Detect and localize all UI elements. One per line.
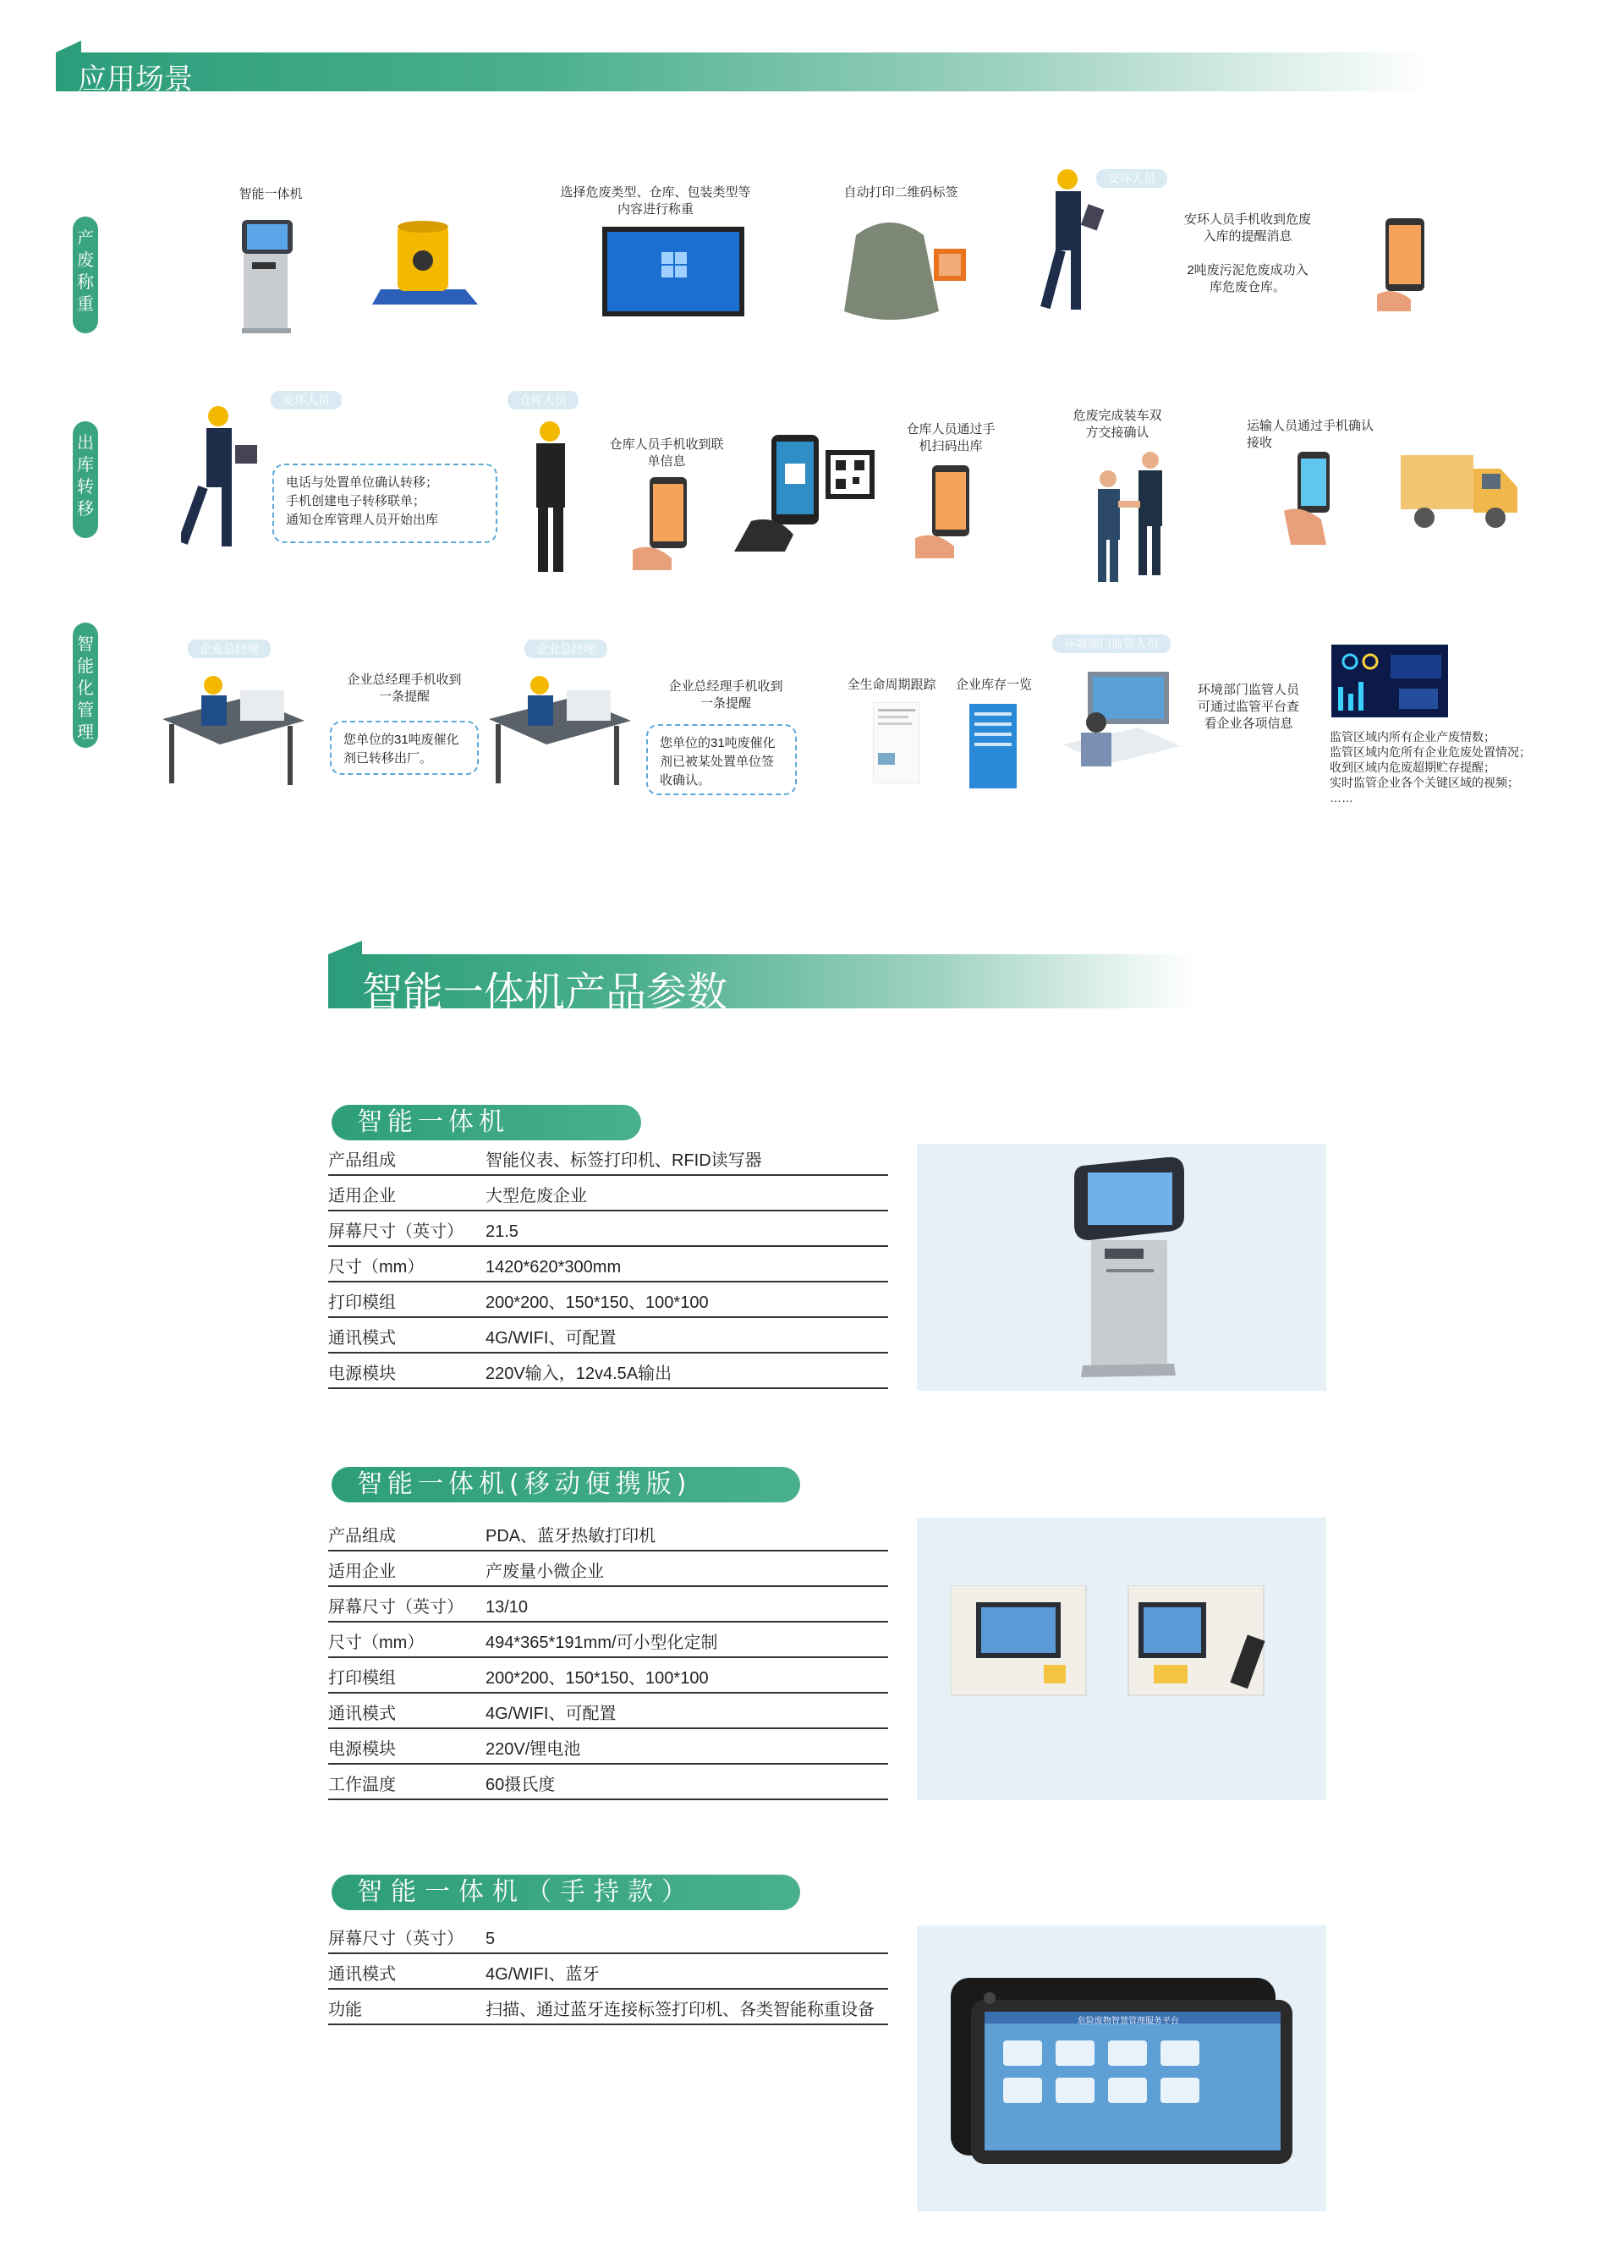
spec-value: 产废量小微企业 — [486, 1562, 604, 1581]
spec-row — [328, 1516, 888, 1551]
role-tag-gm-2: 企业总经理 — [524, 640, 607, 658]
side-label-weighing: 产 废 称 重 — [73, 217, 98, 333]
ehs-message-2: 2吨废污泥危废成功入库危废仓库。 — [1187, 263, 1309, 294]
header-tab-shape — [56, 41, 81, 52]
role-tag-ehs-2: 安环人员 — [271, 391, 342, 409]
spec-value: 220V/锂电池 — [486, 1740, 581, 1759]
spec-value: 4G/WIFI、可配置 — [486, 1705, 617, 1723]
truck-label: 运输人员通过手机确认接收 — [1247, 419, 1374, 450]
gm-desk-illustration-2 — [489, 673, 631, 792]
product-section-header — [328, 954, 1194, 1016]
spec-value: 4G/WIFI、可配置 — [486, 1329, 617, 1348]
spec-key: 适用企业 — [328, 1187, 396, 1205]
transfer-task-line-3: 通知仓库管理人员开始出库 — [286, 513, 439, 527]
transfer-task-line-2: 手机创建电子转移联单； — [286, 494, 426, 508]
spec-row — [328, 1623, 888, 1658]
spec-value: 60摄氏度 — [486, 1776, 556, 1794]
transfer-task-box — [272, 464, 497, 543]
spec-row — [328, 1954, 888, 1990]
spec-value: 21.5 — [486, 1222, 518, 1241]
spec-key: 电源模块 — [328, 1365, 396, 1383]
warehouse-phone-label: 仓库人员手机收到联单信息 — [609, 437, 724, 469]
header-tab-shape-2 — [328, 941, 362, 954]
spec-value: 200*200、150*150、100*100 — [486, 1669, 709, 1688]
spec-key: 打印模组 — [328, 1669, 396, 1688]
spec-key: 打印模组 — [328, 1293, 396, 1312]
spec-row — [328, 1211, 888, 1247]
lifecycle-label: 全生命周期跟踪 — [847, 678, 936, 692]
spec-key: 电源模块 — [328, 1740, 396, 1759]
spec-row — [328, 1176, 888, 1211]
spec-value: 494*365*191mm/可小型化定制 — [486, 1634, 718, 1652]
spec-value: 大型危废企业 — [486, 1187, 587, 1205]
scale-barrel-illustration — [372, 217, 482, 310]
role-tag-env: 环境部门监管人员 — [1052, 634, 1171, 653]
kiosk-label: 智能一体机 — [239, 187, 303, 201]
inventory-label: 企业库存一览 — [955, 678, 1032, 692]
truck-illustration — [1401, 450, 1519, 531]
phone-illustration-2 — [633, 477, 700, 570]
spec-row — [328, 1354, 888, 1389]
spec-key: 工作温度 — [328, 1776, 396, 1794]
spec-row — [328, 1587, 888, 1623]
spec-value: 200*200、150*150、100*100 — [486, 1293, 709, 1312]
inventory-phone-illustration — [969, 704, 1017, 788]
product3-title: 智能一体机（手持款） — [332, 1875, 800, 1910]
gm-message-box-2: 您单位的31吨废催化剂已被某处置单位签收确认。 — [646, 724, 797, 795]
scan-out-label: 仓库人员通过手机扫码出库 — [906, 422, 996, 453]
kiosk-product-image — [1066, 1152, 1193, 1381]
section-title: 应用场景 — [78, 63, 193, 96]
spec-key: 适用企业 — [328, 1562, 396, 1581]
spec-row — [328, 1551, 888, 1587]
handheld-screen-title: 危险废物智慧管理服务平台 — [1078, 2017, 1179, 2026]
spec-key: 屏幕尺寸（英寸） — [328, 1930, 464, 1948]
spec-value: 1420*620*300mm — [486, 1258, 622, 1277]
product2-title: 智能一体机(移动便携版) — [332, 1467, 800, 1502]
warehouse-worker-illustration — [521, 420, 580, 577]
worker-illustration-2 — [181, 403, 266, 563]
spec-row — [328, 1318, 888, 1354]
spec-row — [328, 1658, 888, 1694]
spec-key: 屏幕尺寸（英寸） — [328, 1598, 464, 1617]
product1-image-panel — [917, 1144, 1326, 1391]
phone-illustration-1 — [1377, 218, 1436, 311]
spec-key: 尺寸（mm） — [328, 1258, 425, 1277]
phone-illustration-4 — [1284, 452, 1343, 545]
spec-key: 通讯模式 — [328, 1705, 396, 1723]
spec-row — [328, 1919, 888, 1954]
handshake-label: 危废完成装车双方交接确认 — [1073, 409, 1162, 440]
gm-label-1: 企业总经理手机收到一条提醒 — [347, 673, 462, 704]
spec-row — [328, 1729, 888, 1765]
side-label-transfer: 出 库 转 移 — [73, 421, 98, 538]
product1-title: 智能一体机 — [332, 1105, 641, 1140]
supervision-item-5: …… — [1330, 791, 1353, 805]
ehs-message-1: 安环人员手机收到危废入库的提醒消息 — [1184, 212, 1312, 244]
spec-key: 功能 — [328, 2001, 362, 2019]
spec-value: 220V输入，12v4.5A输出 — [486, 1365, 672, 1383]
side-label-management: 智 能 化 管 理 — [73, 623, 98, 748]
spec-row — [328, 1140, 888, 1176]
monitor-illustration — [602, 227, 744, 316]
lifecycle-doc-illustration — [873, 702, 920, 783]
spec-row — [328, 1694, 888, 1729]
kiosk-illustration — [233, 217, 301, 335]
supervision-item-1: 监管区域内所有企业产废情数； — [1330, 730, 1495, 744]
portable-device-image — [951, 1585, 1306, 1755]
role-tag-warehouse: 仓库人员 — [508, 391, 579, 409]
phone-illustration-3 — [915, 465, 983, 558]
product2-spec-table — [328, 1516, 888, 1800]
role-tag-ehs: 安环人员 — [1096, 169, 1167, 188]
env-supervisor-illustration — [1062, 668, 1181, 787]
product-section-title: 智能一体机产品参数 — [362, 969, 728, 1016]
handheld-device-image — [951, 1978, 1298, 2172]
spec-key: 通讯模式 — [328, 1965, 396, 1984]
product3-spec-table — [328, 1919, 888, 2025]
spec-value: 13/10 — [486, 1598, 529, 1617]
transfer-task-line-1: 电话与处置单位确认转移； — [286, 475, 439, 490]
monitor-label: 选择危废类型、仓库、包装类型等内容进行称重 — [560, 185, 751, 217]
spec-row — [328, 1990, 888, 2025]
spec-value: 智能仪表、标签打印机、RFID读写器 — [486, 1151, 762, 1170]
role-tag-gm-1: 企业总经理 — [188, 640, 271, 658]
section-header-bar — [56, 52, 1429, 96]
handshake-illustration — [1084, 448, 1177, 584]
spec-value: 4G/WIFI、蓝牙 — [486, 1965, 600, 1984]
spec-row — [328, 1765, 888, 1800]
supervision-item-3: 收到区域内危废超期贮存提醒； — [1330, 761, 1495, 774]
spec-value: PDA、蓝牙热敏打印机 — [486, 1527, 656, 1546]
gm-label-2: 企业总经理手机收到一条提醒 — [668, 679, 783, 711]
env-supervisor-text: 环境部门监管人员可通过监管平台查看企业各项信息 — [1198, 683, 1300, 731]
bag-illustration — [839, 210, 974, 325]
spec-value: 5 — [486, 1930, 496, 1948]
dashboard-illustration — [1331, 645, 1448, 717]
product3-image-panel — [917, 1925, 1326, 2211]
spec-value: 扫描、通过蓝牙连接标签打印机、各类智能称重设备 — [486, 2001, 875, 2019]
spec-key: 屏幕尺寸（英寸） — [328, 1222, 464, 1241]
supervision-list — [1330, 729, 1583, 805]
qr-label: 自动打印二维码标签 — [843, 185, 958, 200]
spec-row — [328, 1282, 888, 1318]
product2-image-panel — [917, 1518, 1326, 1800]
product1-spec-table — [328, 1140, 888, 1389]
scan-qr-illustration — [734, 433, 876, 552]
spec-key: 尺寸（mm） — [328, 1634, 425, 1652]
supervision-item-2: 监管区域内危所有企业危废处置情况； — [1330, 745, 1531, 759]
spec-key: 产品组成 — [328, 1151, 396, 1170]
spec-key: 通讯模式 — [328, 1329, 396, 1348]
supervision-item-4: 实时监管企业各个关键区域的视频； — [1330, 776, 1519, 789]
gm-desk-illustration-1 — [162, 673, 304, 792]
spec-key: 产品组成 — [328, 1527, 396, 1546]
worker-illustration-1 — [1030, 166, 1106, 327]
gm-message-box-1: 您单位的31吨废催化剂已转移出厂。 — [330, 721, 479, 775]
spec-row — [328, 1247, 888, 1282]
